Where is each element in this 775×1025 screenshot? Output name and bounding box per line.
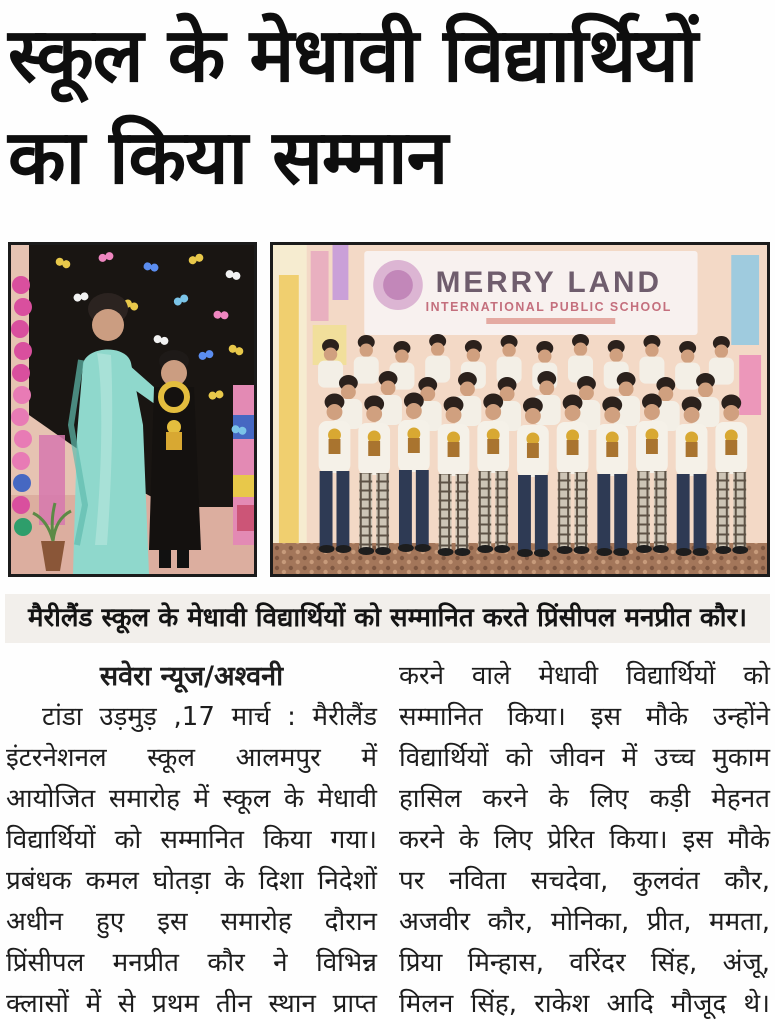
byline: सवेरा न्यूज/अश्वनी — [99, 661, 284, 692]
article-line: इंटरनेशनल स्कूल आलमपुर में — [6, 743, 377, 773]
banner-title: MERRY LAND — [435, 265, 662, 300]
article-column-left — [6, 656, 377, 1025]
photo-principal-with-child — [8, 242, 257, 577]
headline-line-1: स्कूल के मेधावी विद्यार्थियों — [8, 11, 698, 99]
article-line: टांडा उड़मुड़ ,17 मार्च : मैरीलैंड — [42, 702, 377, 732]
article-line: करने वाले मेधावी विद्यार्थियों को — [399, 661, 770, 691]
photo-row — [0, 242, 775, 577]
students-photo-illustration — [273, 245, 767, 574]
article-line: प्रिया मिन्हास, वरिंदर सिंह, अंजू, — [399, 948, 770, 978]
article-line: प्रिंसीपल मनप्रीत कौर ने विभिन्न — [6, 948, 377, 978]
article-line: मिलन सिंह, राकेश आदि मौजूद थे। — [399, 989, 770, 1019]
article-column-right — [399, 656, 770, 1025]
article-line: करने के लिए प्रेरित किया। इस मौके — [399, 825, 770, 855]
article-line: अधीन हुए इस समारोह दौरान — [6, 907, 377, 937]
article-line: पर नविता सचदेवा, कुलवंत कौर, — [399, 866, 770, 896]
article-line: प्रबंधक कमल घोतड़ा के दिशा निदेशों — [6, 866, 377, 896]
article-line: सम्मानित किया। इस मौके उन्होंने — [399, 702, 770, 732]
headline — [0, 0, 775, 208]
article-line: आयोजित समारोह में स्कूल के मेधावी — [6, 784, 377, 814]
school-banner — [364, 251, 697, 335]
article-line: क्लासों में से प्रथम तीन स्थान प्राप्त — [6, 989, 377, 1019]
headline-line-2: का किया सम्मान — [8, 113, 448, 201]
principal-photo-illustration — [11, 245, 254, 574]
banner-subtitle: INTERNATIONAL PUBLIC SCHOOL — [425, 299, 672, 315]
photo-students-group — [270, 242, 770, 577]
article-line: अजवीर कौर, मोनिका, प्रीत, ममता, — [399, 907, 770, 937]
photo-caption: मैरीलैंड स्कूल के मेधावी विद्यार्थियों को सम्मानित करते प्रिंसीपल मनप्रीत कौर। — [5, 594, 770, 643]
article-line: विद्यार्थियों को सम्मानित किया गया। — [6, 825, 377, 855]
article-line: हासिल करने के लिए कड़ी मेहनत — [399, 784, 770, 814]
article-line: विद्यार्थियों को जीवन में उच्च मुकाम — [399, 743, 770, 773]
article-body — [0, 656, 775, 1025]
